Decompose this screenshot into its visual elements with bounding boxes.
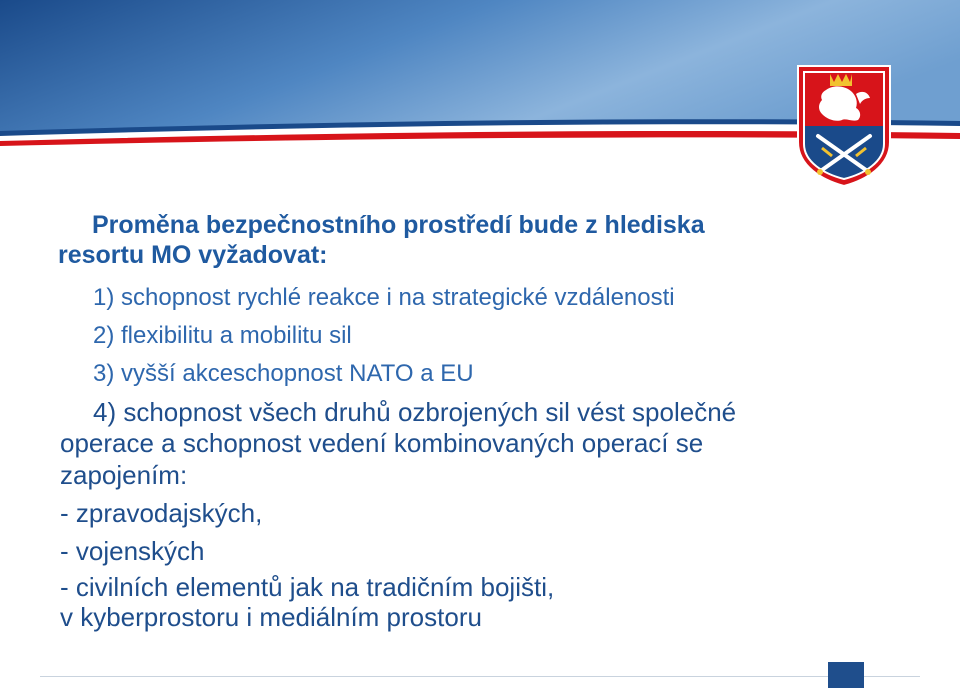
list-item: - zpravodajských, (60, 498, 263, 528)
footer-accent-block (828, 662, 864, 688)
list-item: v kyberprostoru i mediálním prostoru (60, 602, 482, 632)
list-item: 3) vyšší akceschopnost NATO a EU (93, 360, 474, 387)
list-item: - civilních elementů jak na tradičním bojišti, (60, 572, 555, 602)
list-item: 2) flexibilitu a mobilitu sil (93, 322, 352, 349)
list-item: zapojením: (60, 460, 188, 490)
list-item: operace a schopnost vedení kombinovaných operací se (60, 428, 704, 458)
list-item: - vojenských (60, 536, 205, 566)
slide-heading-line-2: resortu MO vyžadovat: (58, 241, 328, 269)
list-item: 4) schopnost všech druhů ozbrojených sil vést společné (93, 397, 737, 427)
slide-heading-line-1: Proměna bezpečnostního prostředí bude z hlediska (92, 211, 705, 239)
footer-divider (40, 676, 920, 677)
list-item: 1) schopnost rychlé reakce i na strategické vzdálenosti (93, 284, 675, 311)
